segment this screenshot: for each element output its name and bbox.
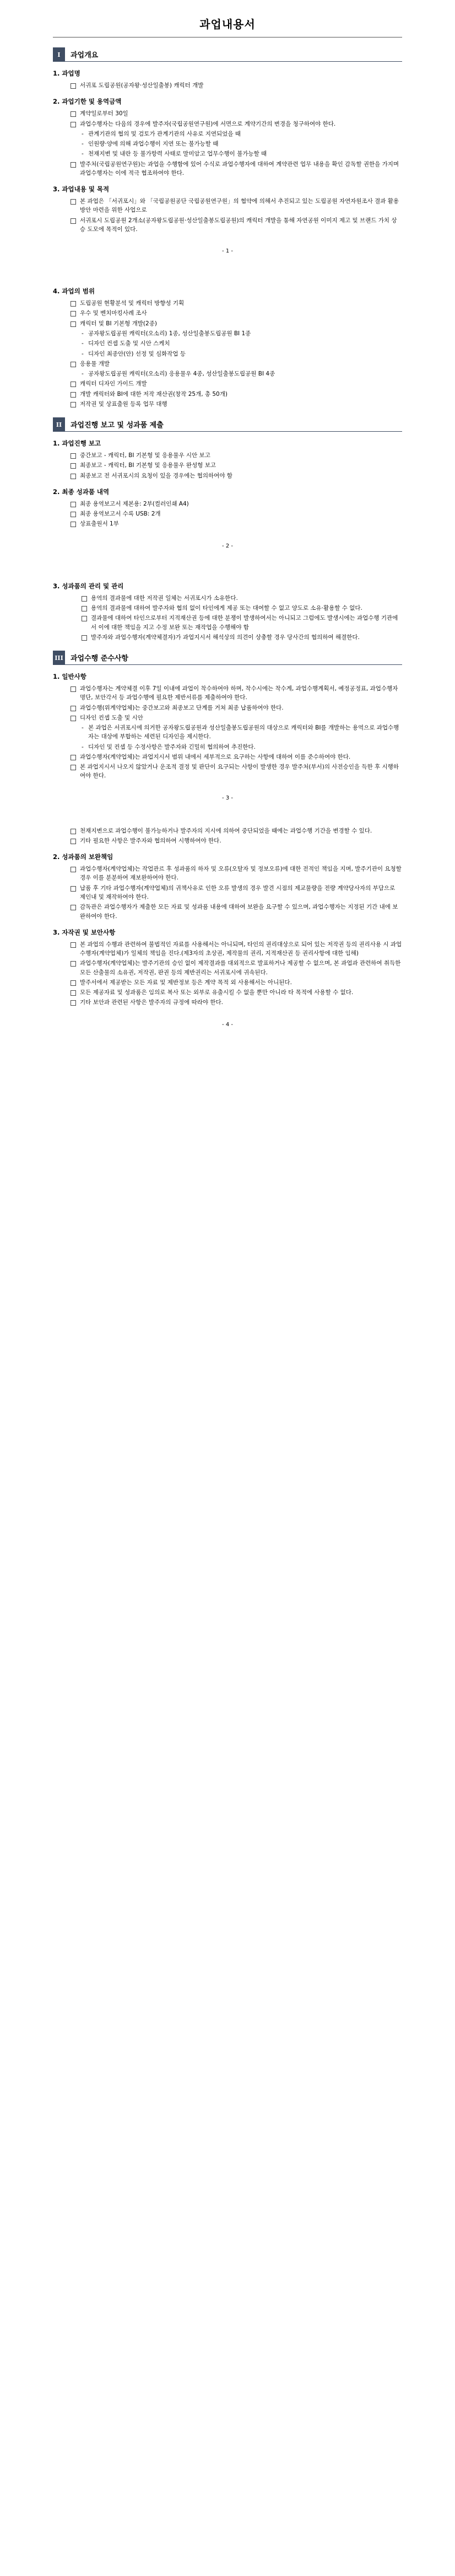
list-item-text: 서귀포 도립공원(공자왕·성산일출봉) 캐릭터 개발 — [80, 82, 204, 89]
list-item — [53, 139, 402, 148]
dash-marker: - — [82, 724, 84, 732]
list-item — [53, 339, 402, 348]
list-item-text: 관계기관의 협의 및 검토가 관계기관의 사유로 지연되었을 때 — [88, 130, 241, 137]
section-heading: 3. 자작권 및 보안사항 — [53, 928, 116, 936]
section-list — [53, 81, 402, 90]
list-item — [53, 713, 402, 722]
dash-marker: - — [82, 151, 84, 158]
list-item — [53, 940, 402, 958]
list-item-text: 디자인 컨셉 도출 및 시안 — [80, 714, 143, 721]
dash-marker: - — [82, 743, 84, 750]
list-item — [53, 763, 402, 781]
page-break — [53, 254, 402, 280]
section-list — [53, 299, 402, 409]
checkbox-icon[interactable] — [71, 321, 76, 327]
list-item-text: 개발 캐릭터와 BI에 대한 저작 재산권(창작 25개, 총 50개) — [80, 390, 228, 398]
list-item-text: 본 과업지시서 나오지 않았거나 운조적 결정 및 판단이 요구되는 사항이 발생한 경우 발주처(부서)의 사전승인을 득한 후 시행하여야 한다. — [80, 764, 399, 780]
list-item-text: 발주자와 과업수행자(계약체결자)가 과업지시서 해석상의 의견이 상충할 경우 당사간의 협의하여 해결한다. — [91, 634, 360, 641]
list-item-text: 과업수행자는 계약체결 이후 7일 이내에 과업이 착수하여야 하며, 착수시에는 착수계, 과업수행계획서, 예정공정표, 과업수행자 명단, 보안각서 등 과업수행에 필요한 제반서류를 제출하여야 한다. — [80, 685, 398, 701]
list-item — [53, 149, 402, 158]
list-item-text: 인원량·양에 의해 과업수행이 지연 또는 불가능할 때 — [88, 141, 219, 148]
list-item-text: 디자인 컨셉 도출 및 시안 스케치 — [88, 340, 170, 347]
checkbox-icon[interactable] — [71, 311, 76, 316]
list-item — [53, 160, 402, 178]
list-item — [53, 319, 402, 328]
list-item — [53, 130, 402, 138]
list-item-text: 기타 필요한 사항은 발주자와 협의하여 시행하여야 한다. — [80, 837, 221, 844]
checkbox-icon[interactable] — [71, 453, 76, 459]
checkbox-icon[interactable] — [71, 83, 76, 89]
checkbox-icon[interactable] — [71, 301, 76, 307]
chapter-numeral: III — [53, 651, 65, 665]
section-heading: 1. 일반사항 — [53, 673, 86, 681]
list-item — [53, 359, 402, 368]
section-list-continued — [53, 827, 402, 846]
page-number: - 4 - — [222, 1021, 233, 1028]
list-item-text: 모든 제공자료 및 성과품은 임의로 복사 또는 외부로 유출시킬 수 없을 뿐만 아니라 타 목적에 사용할 수 없다. — [80, 989, 354, 996]
list-item — [53, 684, 402, 702]
section-list — [53, 109, 402, 178]
chapter-heading-1 — [53, 47, 402, 62]
list-item-text: 발주서에서 제공받는 모든 자료 및 제반정보 등은 계약 목적 외 사용해서는 아니된다. — [80, 979, 292, 986]
checkbox-icon[interactable] — [71, 1000, 76, 1006]
chapter-numeral: I — [53, 47, 65, 62]
checkbox-icon[interactable] — [71, 990, 76, 996]
section-list — [53, 451, 402, 480]
list-item — [53, 723, 402, 742]
checkbox-icon[interactable] — [82, 635, 87, 641]
dash-marker: - — [82, 130, 84, 137]
list-item-text: 감독관은 과업수행자가 제출한 모든 자료 및 성과품 내용에 대하여 보완을 요구할 수 있으며, 과업수행자는 지정된 기간 내에 보완하여야 한다. — [80, 904, 398, 920]
checkbox-icon[interactable] — [71, 199, 76, 205]
checkbox-icon[interactable] — [71, 867, 76, 872]
document-page — [0, 0, 455, 1040]
list-item-text: 과업수행자는 다음의 경우에 발주자(국립공원연구원)에 서면으로 계약기간의 변경을 청구하여야 한다. — [80, 120, 336, 127]
list-item — [53, 461, 402, 470]
page-number: - 1 - — [222, 248, 233, 255]
checkbox-icon[interactable] — [71, 706, 76, 711]
dash-marker: - — [82, 141, 84, 148]
page-title: 과업내용서 — [199, 18, 256, 31]
list-item — [53, 197, 402, 215]
chapter-heading-3 — [53, 651, 402, 665]
dash-marker: - — [82, 371, 84, 378]
checkbox-icon[interactable] — [71, 765, 76, 770]
list-item-text: 저작권 및 상표출원 등록 업무 대행 — [80, 400, 167, 407]
checkbox-icon[interactable] — [82, 606, 87, 611]
list-item — [53, 120, 402, 128]
list-item — [53, 299, 402, 308]
list-item — [53, 903, 402, 921]
checkbox-icon[interactable] — [71, 162, 76, 168]
list-item-text: 디자인 최종안(안) 선정 및 심화작업 등 — [88, 350, 186, 357]
dash-marker: - — [82, 330, 84, 337]
list-item-text: 중간보고 - 캐릭터, BI 기본형 및 응용물우 시안 보고 — [80, 452, 210, 459]
list-item-text: 서귀포시 도립공원 2개소(공자왕도립공원·성산일출봉도립공원)의 캐릭터 개발을 통해 자연공원 이미지 제고 및 브랜드 가치 상승 도모에 목적이 있다. — [80, 217, 397, 233]
list-item — [53, 109, 402, 118]
checkbox-icon[interactable] — [71, 961, 76, 967]
checkbox-icon[interactable] — [71, 218, 76, 224]
list-item-text: 최종 용역보고서 제본용: 2부(컬러인쇄 A4) — [80, 500, 189, 507]
list-item-text: 기타 보안과 관련된 사항은 발주자의 규정에 따라야 한다. — [80, 999, 223, 1006]
list-item-text: 결과물에 대하여 타인으로부터 지적재산권 등에 대한 분쟁이 발생하여서는 아니되고 그럼에도 발생시에는 과업수행 기관에서 이에 대한 책임을 지고 수정 보완 또는 재작업을 수행해야 함 — [91, 615, 398, 631]
dash-marker: - — [82, 350, 84, 357]
list-item — [53, 827, 402, 835]
checkbox-icon[interactable] — [71, 122, 76, 127]
list-item — [53, 753, 402, 761]
list-item — [53, 519, 402, 528]
list-item-text: 천재지변 및 내란 등 불가항력 사태로 말미암고 업무수행이 불가능할 때 — [88, 151, 267, 158]
list-item — [53, 959, 402, 977]
chapter-heading-2 — [53, 417, 402, 432]
list-item — [53, 884, 402, 902]
list-item-text: 도립공원 현황분석 및 캐릭터 방향성 기획 — [80, 300, 185, 307]
list-item-text: 우수 및 벤치마킹사례 조사 — [80, 310, 147, 317]
list-item-text: 본 과업은 「서귀포시」와 「국립공원공단 국립공원연구원」의 협약에 의해서 추진되고 있는 도립공원 자연자원조사 결과 활용방안 마련을 위한 사업으로 — [80, 198, 399, 214]
list-item — [53, 309, 402, 318]
list-item — [53, 509, 402, 518]
checkbox-icon[interactable] — [71, 686, 76, 692]
list-item — [53, 369, 402, 378]
list-item — [53, 988, 402, 997]
list-item-text: 최종보고 - 캐릭터, BI 기본형 및 응용물우 완성형 보고 — [80, 462, 216, 469]
list-item — [53, 329, 402, 338]
checkbox-icon[interactable] — [71, 980, 76, 986]
section-list — [53, 940, 402, 1007]
list-item-text: 최종보고 전 서귀포시의 요청이 있을 경우에는 협의하여야 함 — [80, 472, 232, 479]
checkbox-icon[interactable] — [82, 596, 87, 602]
page-number: - 3 - — [222, 795, 233, 801]
checkbox-icon[interactable] — [71, 886, 76, 892]
list-item — [53, 614, 402, 632]
list-item-text: 과업수행자(계약업체)는 발주기관의 승인 없이 제작결과를 대외적으로 발표하거나 제공할 수 없으며, 본 과업과 관련하여 취득한 모든 산출물의 소유권, 저작권, 판권 등의 제반권리는 서귀포시에 귀속된다. — [80, 960, 401, 976]
list-item — [53, 379, 402, 388]
section-heading: 3. 과업내용 및 목적 — [53, 185, 110, 194]
list-item — [53, 400, 402, 409]
page-break — [53, 549, 402, 575]
section-heading: 3. 성과품의 관리 및 관리 — [53, 582, 124, 590]
list-item-text: 응용물 개발 — [80, 360, 110, 367]
list-item — [53, 704, 402, 712]
checkbox-icon[interactable] — [71, 512, 76, 517]
list-item — [53, 594, 402, 603]
checkbox-icon[interactable] — [82, 616, 87, 621]
section-list — [53, 684, 402, 781]
checkbox-icon[interactable] — [71, 905, 76, 910]
section-heading: 1. 과업진행 보고 — [53, 439, 101, 448]
list-item — [53, 836, 402, 845]
checkbox-icon[interactable] — [71, 402, 76, 407]
checkbox-icon[interactable] — [71, 474, 76, 479]
section-heading: 2. 성과품의 보완책임 — [53, 853, 113, 861]
list-item — [53, 743, 402, 752]
list-item-text: 발주처(국립공원연구원)는 과업을 수행함에 있어 수식로 과업수행자에 대하여 계약관련 업무 내용을 확인 감독할 권한을 가지며 과업수행자는 이에 적극 협조하여야 한다. — [80, 160, 399, 176]
list-item-text: 과업수행자(계약업체)는 과업지시서 범위 내에서 세부적으로 요구하는 사항에 대하여 이를 준수하여야 한다. — [80, 753, 351, 760]
chapter-title: 과업수행 준수사항 — [65, 651, 402, 665]
list-item — [53, 978, 402, 987]
list-item-text: 캐릭터 디자인 가이드 개발 — [80, 380, 147, 388]
list-item — [53, 471, 402, 480]
list-item-text: 최종 용역보고서 수록 USB: 2개 — [80, 511, 161, 518]
list-item — [53, 998, 402, 1007]
checkbox-icon[interactable] — [71, 392, 76, 398]
list-item — [53, 633, 402, 642]
list-item — [53, 865, 402, 883]
checkbox-icon[interactable] — [71, 522, 76, 527]
list-item-text: 용역의 결과물에 대하여 발주자와 협의 없이 타인에게 제공 또는 대여할 수 없고 양도로 소유·활용할 수 없다. — [91, 604, 362, 611]
list-item-text: 납품 후 기타 과업수행자(계약업체)의 귀책사유로 인한 오류 발생의 경우 발견 시점의 제교물량을 전량 계약당사자의 부담으로 제인내 및 재작하여야 한다. — [80, 884, 396, 901]
list-item — [53, 350, 402, 358]
checkbox-icon[interactable] — [71, 716, 76, 721]
list-item-text: 천재지변으로 과업수행이 불가능하거나 발주자의 지시에 의하여 중단되었을 때에는 과업수행 기간을 변경할 수 있다. — [80, 827, 372, 834]
list-item-text: 과업수행(위계약업체)는 중간보고와 최종보고 단계를 거쳐 최종 납품하여야 한다. — [80, 704, 284, 711]
list-item-text: 본 과업은 서귀포시에 의거한 공자왕도립공원과 성산일출봉도립공원의 대상으로 캐릭터와 BI를 개발하는 용역으로 과업수행자는 대상에 부합하는 세련된 디자인을 제시한다. — [88, 724, 399, 740]
page-break — [53, 801, 402, 827]
checkbox-icon[interactable] — [71, 839, 76, 844]
list-item — [53, 390, 402, 399]
list-item-text: 공자왕도립공원 캐릭터(오소리) 응용물우 4종, 성산일출봉도립공원 BI 4종 — [88, 371, 275, 378]
dash-marker: - — [82, 340, 84, 347]
section-list — [53, 197, 402, 234]
list-item-text: 계약일로부터 30일 — [80, 110, 128, 117]
checkbox-icon[interactable] — [71, 942, 76, 948]
checkbox-icon[interactable] — [71, 362, 76, 367]
section-heading: 1. 과업명 — [53, 69, 80, 77]
list-item-text: 캐릭터 및 BI 기본형 개발(2종) — [80, 320, 157, 327]
chapter-numeral: II — [53, 417, 65, 432]
checkbox-icon[interactable] — [71, 829, 76, 834]
checkbox-icon[interactable] — [71, 463, 76, 469]
checkbox-icon[interactable] — [71, 382, 76, 387]
section-heading: 2. 최종 성과품 내역 — [53, 487, 110, 496]
list-item-text: 상표출원서 1부 — [80, 520, 119, 528]
list-item — [53, 81, 402, 90]
chapter-title: 과업진행 보고 및 성과품 제출 — [65, 417, 402, 432]
list-item — [53, 451, 402, 460]
list-item-text: 과업수행자(계약업체)는 작업관르 후 성과품의 하자 및 오류(오탈자 및 정보오류)에 대한 전적인 책임을 지며, 발주기관이 요청할 경우 이를 분분하여 재보완하여야 한다. — [80, 866, 402, 882]
list-item — [53, 604, 402, 613]
checkbox-icon[interactable] — [71, 755, 76, 760]
checkbox-icon[interactable] — [71, 111, 76, 117]
page-number: - 2 - — [222, 543, 233, 549]
section-heading: 2. 과업기한 및 용역금액 — [53, 98, 122, 106]
list-item — [53, 216, 402, 234]
chapter-title: 과업개요 — [65, 47, 402, 62]
list-item-text: 공자왕도립공원 캐릭터(오소리) 1종, 성산일출봉도립공원 BI 1종 — [88, 330, 251, 337]
checkbox-icon[interactable] — [71, 502, 76, 507]
section-list — [53, 500, 402, 529]
section-list — [53, 865, 402, 921]
section-list — [53, 594, 402, 642]
list-item-text: 용역의 결과물에 대한 저작권 일체는 서귀포시가 소유한다. — [91, 594, 238, 602]
list-item — [53, 500, 402, 508]
list-item-text: 디자인 및 컨셉 등 수정사항은 발주자와 긴밀히 협의하여 추진한다. — [88, 743, 256, 750]
list-item-text: 본 과업의 수행과 관련하여 불법적인 자료를 사용해서는 아니되며, 타인의 권리대상으로 되어 있는 저작권 등의 권리사용 시 과업수행자(계약업체)가 일체의 책임을 진다.(제3자의 초상권, 제작물의 권리, 지적재산권 등 권리사항에 대한 임해) — [80, 941, 402, 957]
section-heading: 4. 과업의 범위 — [53, 287, 95, 296]
